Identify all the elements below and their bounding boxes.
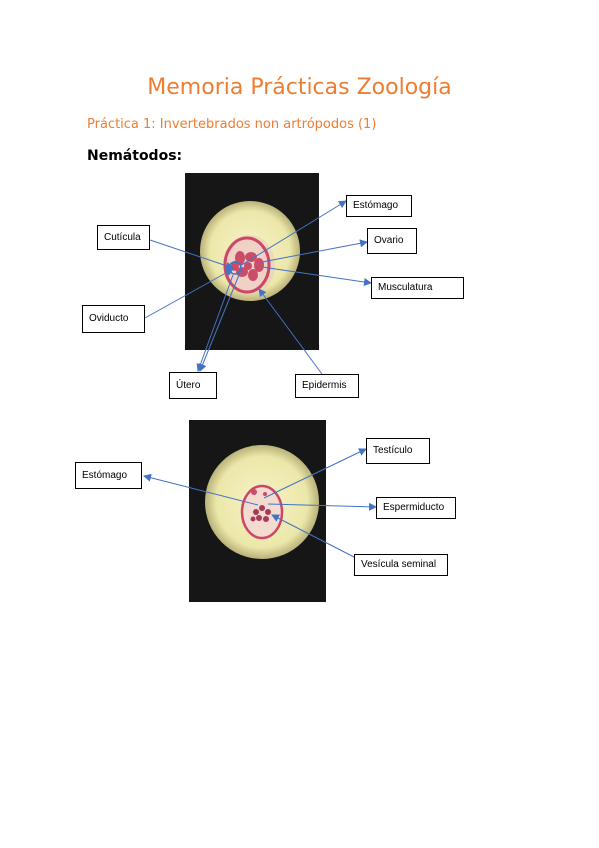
label-espermiducto: Espermiducto bbox=[376, 497, 456, 519]
label-cuticula: Cutícula bbox=[97, 225, 150, 250]
label-musculatura: Musculatura bbox=[371, 277, 464, 299]
label-ovario: Ovario bbox=[367, 228, 417, 254]
microscope-photo-female bbox=[185, 173, 319, 350]
label-testiculo: Testículo bbox=[366, 438, 430, 464]
label-vesicula-seminal: Vesícula seminal bbox=[354, 554, 448, 576]
label-epidermis: Epidermis bbox=[295, 374, 359, 398]
label-estomago-1: Estómago bbox=[346, 195, 412, 217]
nematodes-heading: Nemátodos: bbox=[87, 148, 183, 164]
label-oviducto: Oviducto bbox=[82, 305, 145, 333]
section-subtitle: Práctica 1: Invertebrados non artrópodos (1) bbox=[87, 117, 377, 132]
document-title: Memoria Prácticas Zoología bbox=[147, 75, 452, 100]
label-estomago-2: Estómago bbox=[75, 462, 142, 489]
label-utero: Útero bbox=[169, 372, 217, 399]
microscope-photo-male bbox=[189, 420, 326, 602]
